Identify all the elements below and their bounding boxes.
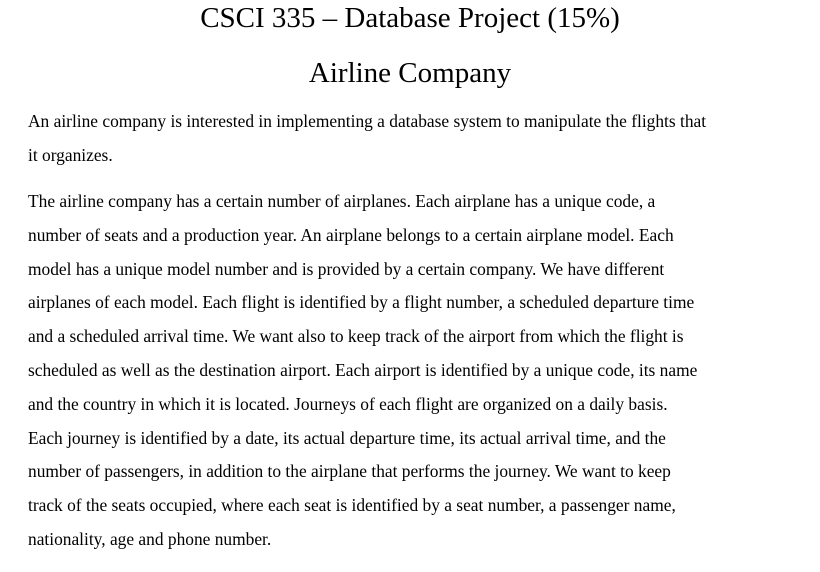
paragraph-line: The airline company has a certain number of airplanes. Each airplane has a unique code, a: [28, 191, 656, 211]
paragraph-line: model has a unique model number and is provided by a certain company. We have different: [28, 258, 665, 279]
paragraph-line: and a scheduled arrival time. We want also to keep track of the airport from which the flight is: [28, 326, 684, 347]
paragraph-intro: [28, 105, 818, 173]
paragraph-line: number of seats and a production year. An airplane belongs to a certain airplane model. Each: [28, 224, 674, 245]
paragraph-line: scheduled as well as the destination airport. Each airport is identified by a unique code, its name: [28, 359, 698, 380]
paragraph-line: and the country in which it is located. Journeys of each flight are organized on a daily basis.: [28, 393, 668, 414]
paragraph-requirements: [28, 185, 818, 557]
paragraph-line: it organizes.: [28, 144, 113, 165]
paragraph-line: airplanes of each model. Each flight is identified by a flight number, a scheduled departure time: [28, 292, 695, 313]
document-subtitle: Airline Company: [308, 57, 512, 89]
document-title: CSCI 335 – Database Project (15%): [200, 2, 620, 34]
paragraph-line: Each journey is identified by a date, its actual departure time, its actual arrival time, and the: [28, 427, 666, 448]
paragraph-line: An airline company is interested in implementing a database system to manipulate the flights that: [28, 111, 707, 131]
paragraph-line: nationality, age and phone number.: [28, 528, 272, 549]
paragraph-line: number of passengers, in addition to the airplane that performs the journey. We want to keep: [28, 461, 671, 482]
paragraph-line: track of the seats occupied, where each seat is identified by a seat number, a passenger name,: [28, 495, 676, 516]
